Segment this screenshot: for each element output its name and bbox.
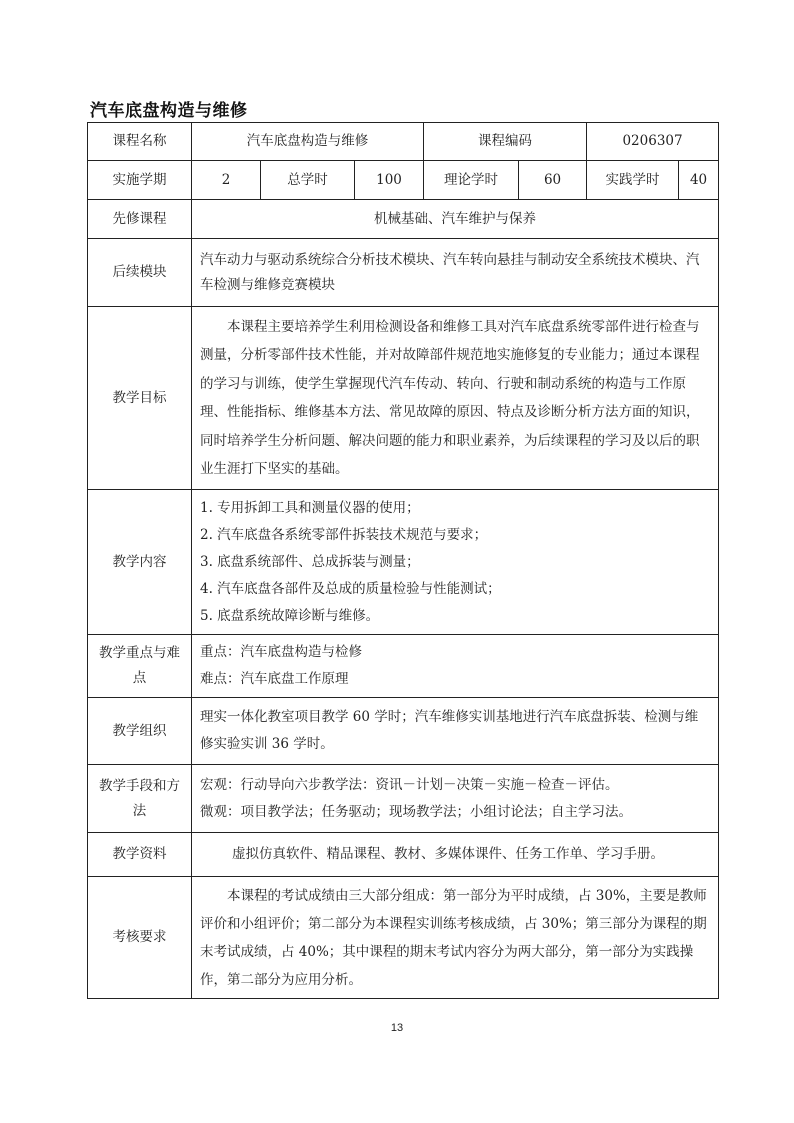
key-points-label: 教学重点与难点 [88,635,192,698]
document-title: 汽车底盘构造与维修 [90,101,248,121]
key-points-value [192,635,719,698]
row-methods [88,765,719,833]
materials-value: 虚拟仿真软件、精品课程、教材、多媒体课件、任务工作单、学习手册。 [192,833,719,877]
organization-label: 教学组织 [88,698,192,765]
micro-method: 微观：项目教学法；任务驱动；现场教学法；小组讨论法；自主学习法。 [200,803,632,820]
row-materials [88,833,719,877]
course-name-value: 汽车底盘构造与维修 [192,123,424,161]
course-code-value: 0206307 [587,123,719,161]
key-point: 重点：汽车底盘构造与检修 [200,644,362,660]
practice-hours-label: 实践学时 [587,161,679,200]
row-hours [88,161,719,200]
organization-value: 理实一体化教室项目教学 60 学时；汽车维修实训基地进行汽车底盘拆装、检测与维修实验实训 36 学时。 [192,698,719,765]
theory-hours-label: 理论学时 [424,161,519,200]
row-objectives [88,307,719,490]
content-label: 教学内容 [88,490,192,635]
semester-value: 2 [192,161,261,200]
course-name-label: 课程名称 [88,123,192,161]
row-prerequisite [88,200,719,239]
row-organization [88,698,719,765]
row-content [88,490,719,635]
content-item: 4. 汽车底盘各部件及总成的质量检验与性能测试； [200,580,501,597]
methods-label: 教学手段和方法 [88,765,192,833]
row-key-points [88,635,719,698]
difficult-point: 难点：汽车底盘工作原理 [200,671,349,687]
course-code-label: 课程编码 [424,123,587,161]
total-hours-label: 总学时 [261,161,355,200]
content-item: 1. 专用拆卸工具和测量仪器的使用； [200,499,420,516]
assessment-value: 本课程的考试成绩由三大部分组成：第一部分为平时成绩，占 30%，主要是教师评价和小组评价；第二部分为本课程实训练考核成绩，占 30%；第三部分为课程的期末考试成绩，占 40%；其中课程的期末考试内容分为两大部分，第一部分为实践操作，第二部分为应用分析。 [192,877,719,999]
content-list [192,490,719,635]
methods-value [192,765,719,833]
practice-hours-value: 40 [679,161,719,200]
content-item: 3. 底盘系统部件、总成拆装与测量； [200,553,420,570]
prerequisite-value: 机械基础、汽车维护与保养 [192,200,719,239]
materials-label: 教学资料 [88,833,192,877]
objectives-value: 本课程主要培养学生利用检测设备和维修工具对汽车底盘系统零部件进行检查与测量，分析零部件技术性能，并对故障部件规范地实施修复的专业能力；通过本课程的学习与训练，使学生掌握现代汽车传动、转向、行驶和制动系统的构造与工作原理、性能指标、维修基本方法、常见故障的原因、特点及诊断分析方法方面的知识，同时培养学生分析问题、解决问题的能力和职业素养，为后续课程的学习及以后的职业生涯打下坚实的基础。 [192,307,719,490]
row-assessment [88,877,719,999]
follow-up-value: 汽车动力与驱动系统综合分析技术模块、汽车转向悬挂与制动安全系统技术模块、汽车检测与维修竞赛模块 [192,239,719,307]
row-follow-up [88,239,719,307]
row-course-name [88,123,719,161]
theory-hours-value: 60 [519,161,587,200]
follow-up-label: 后续模块 [88,239,192,307]
total-hours-value: 100 [355,161,424,200]
content-item: 5. 底盘系统故障诊断与维修。 [200,607,380,624]
page-number: 13 [390,1022,404,1034]
assessment-label: 考核要求 [88,877,192,999]
objectives-label: 教学目标 [88,307,192,490]
content-item: 2. 汽车底盘各系统零部件拆装技术规范与要求； [200,526,488,543]
semester-label: 实施学期 [88,161,192,200]
macro-method: 宏观：行动导向六步教学法：资讯－计划－决策－实施－检查－评估。 [200,776,619,793]
prerequisite-label: 先修课程 [88,200,192,239]
course-info-table [87,122,719,999]
